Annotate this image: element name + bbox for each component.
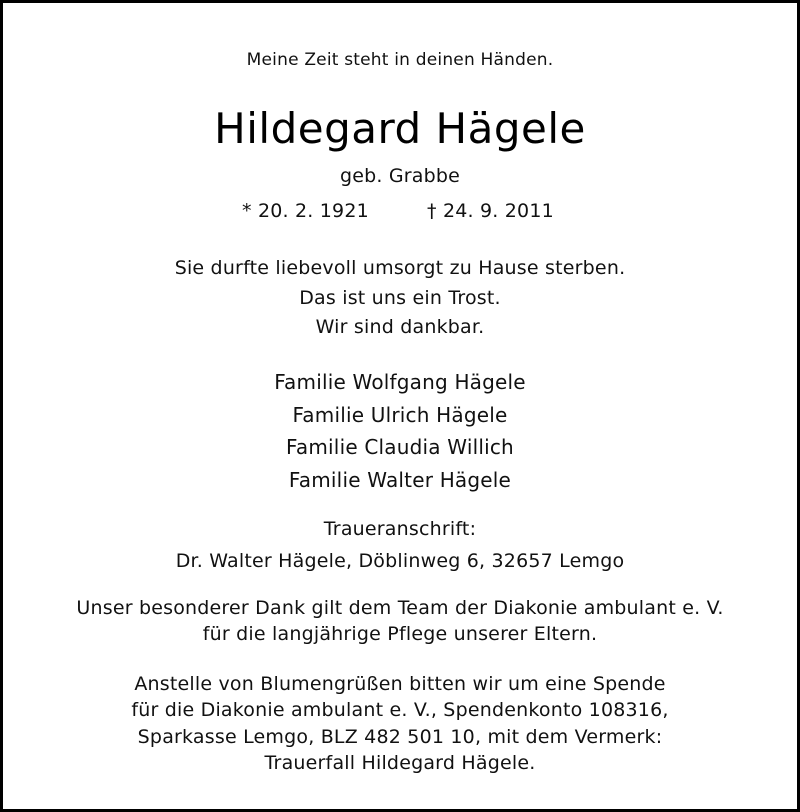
maiden-name: geb. Grabbe — [339, 165, 461, 187]
text-line: Sie durfte liebevoll umsorgt zu Hause sterben. — [174, 257, 626, 279]
text-line: Wir sind dankbar. — [315, 316, 485, 338]
donation-line: für die Diakonie ambulant e. V., Spendenkonto 108316, — [131, 699, 669, 721]
family-name: Familie Claudia Willich — [286, 435, 514, 459]
text-line: Das ist uns ein Trost. — [299, 287, 501, 309]
death-date: † 24. 9. 2011 — [427, 200, 554, 222]
family-name: Familie Wolfgang Hägele — [274, 370, 526, 394]
address-label: Traueranschrift: — [323, 518, 477, 540]
deceased-name: Hildegard Hägele — [214, 104, 586, 153]
motto: Meine Zeit steht in deinen Händen. — [246, 50, 554, 70]
birth-date: * 20. 2. 1921 — [242, 200, 369, 222]
family-name: Familie Ulrich Hägele — [292, 403, 508, 427]
donation-line: Trauerfall Hildegard Hägele. — [264, 752, 536, 774]
donation-line: Sparkasse Lemgo, BLZ 482 501 10, mit dem Vermerk: — [137, 726, 663, 748]
family-name: Familie Walter Hägele — [288, 468, 512, 492]
donation-line: Anstelle von Blumengrüßen bitten wir um eine Spende — [134, 673, 666, 695]
thanks-line: für die langjährige Pflege unserer Eltern. — [202, 623, 598, 645]
thanks-line: Unser besonderer Dank gilt dem Team der Diakonie ambulant e. V. — [76, 597, 724, 619]
address-value: Dr. Walter Hägele, Döblinweg 6, 32657 Lemgo — [175, 550, 625, 572]
